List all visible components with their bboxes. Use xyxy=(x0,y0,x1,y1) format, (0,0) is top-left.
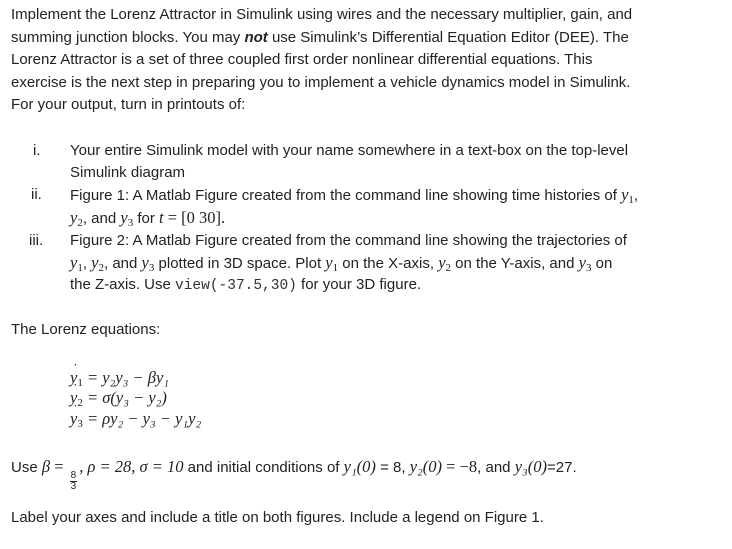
math-beta: β xyxy=(41,457,51,476)
list-item-line: Figure 1: A Matlab Figure created from the command line showing time histories of $y_1$, xyxy=(70,185,639,206)
list-item-line: Simulink diagram xyxy=(70,164,186,181)
params-text: = xyxy=(50,457,68,476)
intro-line-5: For your output, turn in printouts of: xyxy=(11,96,246,113)
equation-1 xyxy=(70,368,169,388)
math-y1-dot: ˙ $y_1$ xyxy=(70,368,83,387)
equation-2 xyxy=(70,388,167,408)
time-range: = [0 30]. xyxy=(163,208,226,227)
closing-instruction: Label your axes and include a title on both figures. Include a legend on Figure 1. xyxy=(11,509,544,526)
list-text: the Z-axis. Use xyxy=(70,276,176,293)
math-y1: $y_1$ xyxy=(70,253,83,274)
equation-rhs: = σ(y₃ − y₂) xyxy=(87,388,167,407)
math-y1: $y_1$ xyxy=(325,253,339,274)
math-y3-dot: ˙ $y_3$ xyxy=(70,409,83,428)
math-t: t xyxy=(159,208,164,227)
equations-heading: The Lorenz equations: xyxy=(11,321,161,338)
math-y2: $y_2$ xyxy=(70,208,83,229)
emphasis-not: not xyxy=(244,29,268,46)
fraction-numerator: 8 xyxy=(70,470,77,481)
math-y2-0: y₂(0) xyxy=(409,457,443,476)
math-y3: $y_3$ xyxy=(141,253,155,274)
intro-line-3: Lorenz Attractor is a set of three coupled first order nonlinear differential equations. This xyxy=(11,51,593,68)
list-item-line xyxy=(70,274,421,298)
math-y2-dot: ˙ $y_2$ xyxy=(70,388,83,407)
list-item-line: Figure 2: A Matlab Figure created from the command line showing the trajectories of xyxy=(70,232,627,249)
math-y2: $y_2$ xyxy=(91,253,104,274)
math-y3: $y_3$ xyxy=(120,208,134,229)
math-y1: $y_1$ xyxy=(621,185,634,206)
math-y2: $y_2$ xyxy=(438,253,452,274)
intro-line-1: Implement the Lorenz Attractor in Simulink using wires and the necessary multiplier, gain, and xyxy=(11,6,633,23)
view-command: view(-37.5,30) xyxy=(175,278,297,294)
parameters-line xyxy=(11,456,577,492)
list-number: iii. xyxy=(29,232,44,249)
equation-3 xyxy=(70,409,201,429)
params-text: = −8 xyxy=(442,457,478,476)
fraction-8-3 xyxy=(70,471,78,492)
list-text: for your 3D figure. xyxy=(296,276,422,293)
list-text: for xyxy=(133,210,160,227)
list-text: on the X-axis, xyxy=(338,255,439,272)
params-rho-sigma: , ρ = 28, σ = 10 xyxy=(79,457,184,476)
intro-line-2 xyxy=(11,27,629,50)
list-text: , and xyxy=(82,210,121,227)
list-item-line: Your entire Simulink model with your name somewhere in a text-box on the top-level xyxy=(70,142,629,159)
params-text: =27. xyxy=(547,459,577,476)
list-item-line: $y_1$, $y_2$, and $y_3$ plotted in 3D space. Plot $y_1$ on the X-axis, $y_2$ on the Y-axis, and $y_3$ on xyxy=(70,253,613,274)
math-y1-0: y₁(0) xyxy=(343,457,376,476)
params-text: Use xyxy=(11,459,42,476)
fraction-denominator: 3 xyxy=(70,481,77,492)
list-item-line xyxy=(70,207,225,231)
list-text: Figure 1: A Matlab Figure created from the command line showing time histories of xyxy=(70,187,622,204)
intro-line-2-a: summing junction blocks. You may xyxy=(11,29,245,46)
params-text: = 8, xyxy=(375,459,410,476)
list-text: on xyxy=(591,255,613,272)
equation-rhs: = ρy₂ − y₃ − y₁y₂ xyxy=(87,409,202,428)
math-y3-0: y₃(0) xyxy=(514,457,547,476)
params-text: , and xyxy=(477,459,515,476)
equation-rhs: = y₂y₃ − βy₁ xyxy=(87,368,170,387)
list-text: on the Y-axis, and xyxy=(451,255,579,272)
intro-line-4: exercise is the next step in preparing you to implement a vehicle dynamics model in Simulink. xyxy=(11,74,631,91)
list-number: ii. xyxy=(31,186,42,203)
math-y3: $y_3$ xyxy=(578,253,592,274)
params-text: and initial conditions of xyxy=(183,459,344,476)
list-text: , and xyxy=(104,255,142,272)
list-number: i. xyxy=(33,142,41,159)
list-text: plotted in 3D space. Plot xyxy=(154,255,326,272)
intro-line-2-b: use Simulink’s Differential Equation Editor (DEE). The xyxy=(267,29,629,46)
